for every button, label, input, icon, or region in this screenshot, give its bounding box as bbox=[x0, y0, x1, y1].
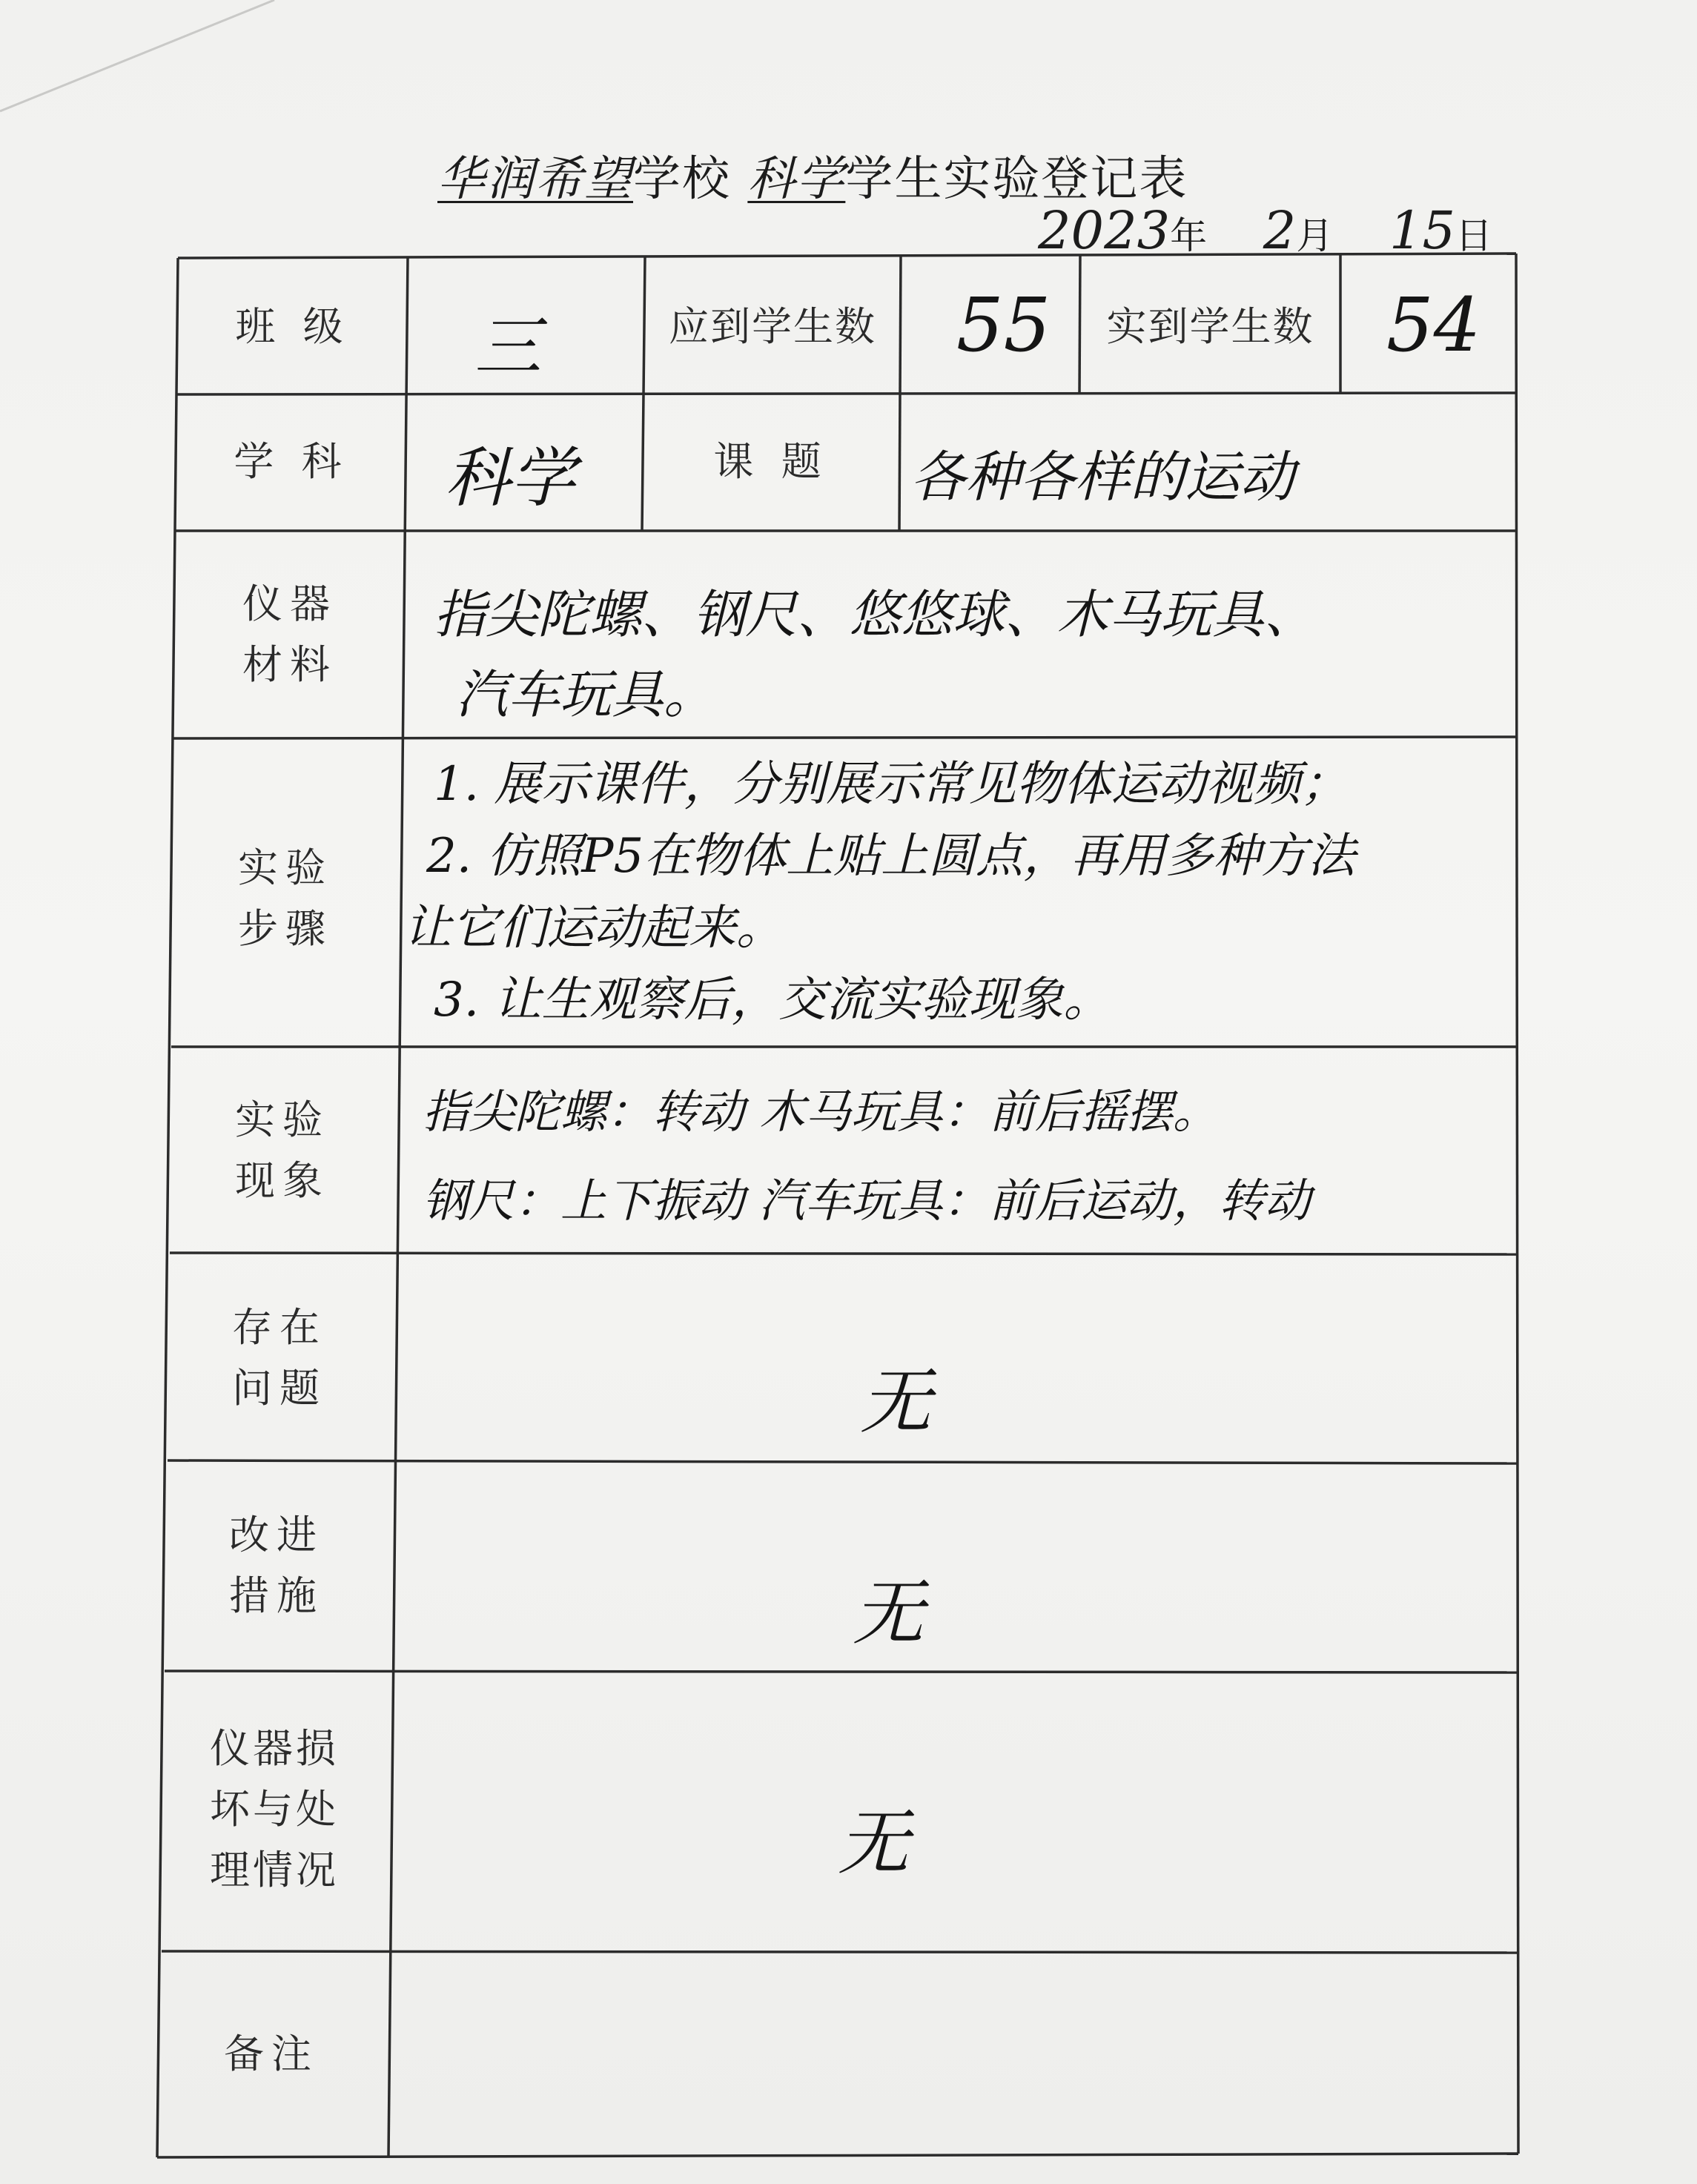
label-class: 班 级 bbox=[235, 303, 351, 350]
value-expected-students: 55 bbox=[956, 282, 1051, 368]
label-phenomena bbox=[175, 1090, 390, 1211]
date-day-unit: 日 bbox=[1455, 214, 1493, 257]
value-damage: 无 bbox=[838, 1801, 909, 1884]
label-improvements-line-2: 措施 bbox=[229, 1572, 324, 1619]
label-phenomena-line-2: 现象 bbox=[235, 1157, 330, 1204]
label-problems-line-2: 问题 bbox=[232, 1365, 327, 1412]
label-equipment-line-2: 材料 bbox=[242, 641, 337, 688]
steps-line-3: 让它们运动起来。 bbox=[404, 901, 784, 956]
value-problems: 无 bbox=[860, 1360, 931, 1443]
label-steps-line-1: 实验 bbox=[238, 844, 333, 891]
label-problems-line-1: 存在 bbox=[232, 1304, 327, 1351]
equipment-line-2: 汽车玩具。 bbox=[456, 664, 715, 725]
label-improvements bbox=[169, 1505, 384, 1627]
label-equipment bbox=[182, 574, 397, 695]
label-subject: 学 科 bbox=[234, 438, 349, 485]
phenomena-line-2: 钢尺：上下振动 汽车玩具：前后运动，转动 bbox=[423, 1174, 1311, 1228]
label-improvements-line-1: 改进 bbox=[229, 1512, 324, 1558]
date-year-unit: 年 bbox=[1170, 214, 1208, 257]
subject-name: 科学 bbox=[747, 152, 846, 207]
label-topic: 课 题 bbox=[713, 438, 829, 485]
label-equipment-line-1: 仪器 bbox=[242, 580, 337, 627]
steps-line-2: 2. 仿照P5在物体上贴上圆点，再用多种方法 bbox=[426, 829, 1356, 884]
steps-line-4: 3. 让生观察后，交流实验现象。 bbox=[434, 973, 1111, 1028]
value-steps bbox=[404, 749, 1355, 1036]
label-damage-line-3: 理情况 bbox=[210, 1847, 339, 1893]
school-suffix: 学校 bbox=[633, 152, 731, 207]
equipment-line-1: 指尖陀螺、钢尺、悠悠球、木马玩具、 bbox=[434, 584, 1316, 645]
phenomena-line-1: 指尖陀螺：转动 木马玩具：前后摇摆。 bbox=[423, 1085, 1219, 1139]
value-subject: 科学 bbox=[445, 440, 576, 516]
value-topic: 各种各样的运动 bbox=[910, 446, 1294, 509]
value-phenomena bbox=[423, 1068, 1311, 1245]
form-title bbox=[437, 141, 1188, 209]
label-problems bbox=[172, 1297, 387, 1419]
value-equipment bbox=[434, 575, 1316, 735]
value-actual-students: 54 bbox=[1386, 282, 1481, 368]
label-phenomena-line-1: 实验 bbox=[235, 1096, 330, 1143]
label-remarks: 备注 bbox=[224, 2031, 319, 2077]
value-class: 三 bbox=[474, 308, 541, 386]
date-month-unit: 月 bbox=[1296, 214, 1334, 257]
label-damage-line-2: 坏与处 bbox=[210, 1786, 339, 1833]
title-suffix: 学生实验登记表 bbox=[845, 152, 1188, 207]
school-name: 华润希望 bbox=[437, 152, 633, 207]
label-steps-line-2: 步骤 bbox=[238, 905, 333, 952]
label-actual-students: 实到学生数 bbox=[1106, 303, 1314, 350]
value-improvements: 无 bbox=[853, 1572, 924, 1655]
form-date bbox=[1038, 200, 1492, 261]
label-steps bbox=[178, 838, 393, 959]
date-month: 2 bbox=[1263, 200, 1297, 261]
date-year: 2023 bbox=[1038, 200, 1171, 261]
label-damage-line-1: 仪器损 bbox=[210, 1725, 339, 1772]
label-expected-students: 应到学生数 bbox=[669, 303, 876, 350]
steps-line-1: 1. 展示课件，分别展示常见物体运动视频； bbox=[434, 757, 1349, 812]
date-day: 15 bbox=[1389, 200, 1456, 261]
label-damage bbox=[165, 1718, 384, 1901]
